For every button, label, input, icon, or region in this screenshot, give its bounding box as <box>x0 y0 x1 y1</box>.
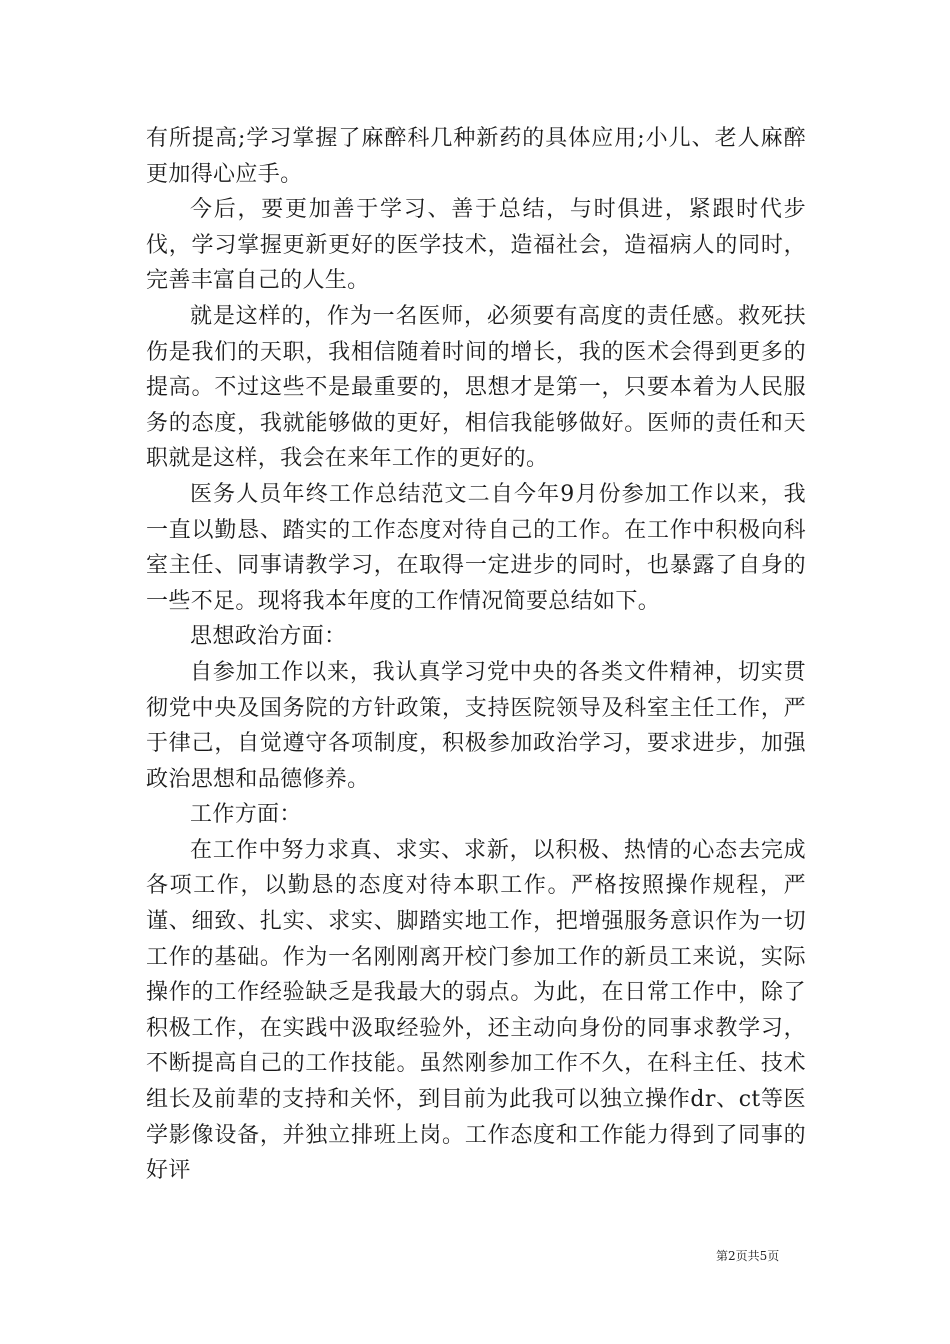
section-heading-ideology: 思想政治方面： <box>190 624 347 650</box>
paragraph-8: 在工作中努力求真、求实、求新，以积极、热情的心态去完成各项工作，以勤恳的态度对待本职工作。严格按照操作规程，严谨、细致、扎实、求实、脚踏实地工作，把增强服务意识作为一切工作的基础。作为一名刚刚离开校门参加工作的新员工来说，实际操作的工作经验缺乏是我最大的弱点。为此，在日常工作中，除了积极工作，在实践中汲取经验外，还主动向身份的同事求教学习，不断提高自己的工作技能。虽然刚参加工作不久，在科主任、技术组长及前辈的支持和关怀，到目前为此我可以独立操作dr、ct等医学影像设备，并独立排班上岗。工作态度和工作能力得到了同事的好评 <box>146 837 806 1184</box>
page-number: 第2页共5页 <box>716 1249 780 1263</box>
paragraph-4: 医务人员年终工作总结范文二自今年9月份参加工作以来，我一直以勤恳、踏实的工作态度对待自己的工作。在工作中积极向科室主任、同事请教学习，在取得一定进步的同时，也暴露了自身的一些不足。现将我本年度的工作情况简要总结如下。 <box>146 481 806 614</box>
paragraph-3: 就是这样的，作为一名医师，必须要有高度的责任感。救死扶伤是我们的天职，我相信随着时间的增长，我的医术会得到更多的提高。不过这些不是最重要的，思想才是第一，只要本着为人民服务的态度，我就能够做的更好，相信我能够做好。医师的责任和天职就是这样，我会在来年工作的更好的。 <box>146 303 806 472</box>
paragraph-2: 今后，要更加善于学习、善于总结，与时俱进，紧跟时代步伐，学习掌握更新更好的医学技术，造福社会，造福病人的同时，完善丰富自己的人生。 <box>146 197 806 294</box>
paragraph-1: 有所提高;学习掌握了麻醉科几种新药的具体应用;小儿、老人麻醉更加得心应手。 <box>146 126 806 187</box>
section-heading-work: 工作方面： <box>190 802 302 828</box>
body-text <box>146 121 806 1189</box>
paragraph-6: 自参加工作以来，我认真学习党中央的各类文件精神，切实贯彻党中央及国务院的方针政策，支持医院领导及科室主任工作，严于律己，自觉遵守各项制度，积极参加政治学习，要求进步，加强政治思想和品德修养。 <box>146 659 806 792</box>
